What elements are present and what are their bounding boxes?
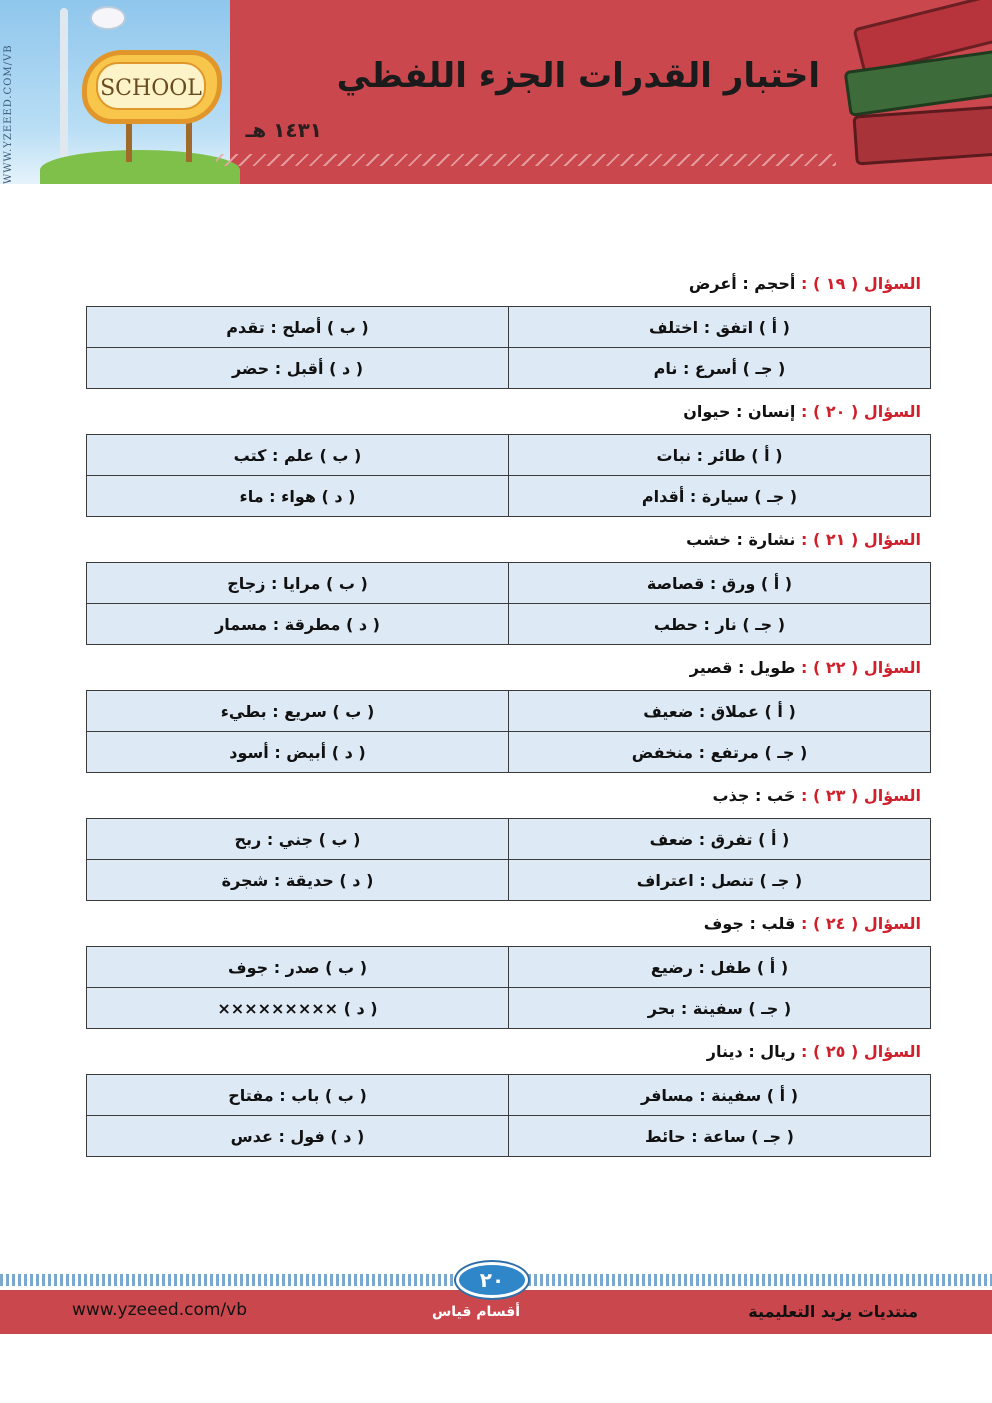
options-table [86, 562, 931, 645]
question-title [86, 652, 931, 690]
options-table [86, 1074, 931, 1157]
page-title: اختبار القدرات الجزء اللفظي [336, 56, 820, 96]
options-row [87, 691, 931, 732]
answer-option[interactable]: ( أ ) ورق : قصاصة [509, 563, 931, 604]
answer-option[interactable]: ( أ ) تفرق : ضعف [509, 819, 931, 860]
question-block [86, 652, 931, 780]
answer-option[interactable]: ( د ) مطرقة : مسمار [87, 604, 509, 645]
page-number: ٢٠ [456, 1262, 528, 1298]
lamp-post-graphic [60, 8, 68, 158]
question-block [86, 908, 931, 1036]
answer-option[interactable]: ( د ) ××××××××× [87, 988, 509, 1029]
question-stem: طويل : قصير [689, 658, 796, 677]
options-table [86, 690, 931, 773]
question-number: السؤال ( ٢٣ ) : [800, 786, 921, 805]
options-table [86, 434, 931, 517]
question-block [86, 396, 931, 524]
school-sign-logo [82, 50, 222, 130]
answer-option[interactable]: ( ب ) جني : ربح [87, 819, 509, 860]
hijri-year: ١٤٣١ هـ [245, 118, 322, 142]
options-row [87, 1075, 931, 1116]
question-block [86, 1036, 931, 1157]
answer-option[interactable]: ( جـ ) ساعة : حائط [509, 1116, 931, 1157]
options-table [86, 946, 931, 1029]
answer-option[interactable]: ( جـ ) سفينة : بحر [509, 988, 931, 1029]
answer-option[interactable]: ( ب ) سريع : بطيء [87, 691, 509, 732]
answer-option[interactable]: ( د ) هواء : ماء [87, 476, 509, 517]
answer-option[interactable]: ( جـ ) تنصل : اعتراف [509, 860, 931, 901]
question-title [86, 908, 931, 946]
answer-option[interactable]: ( د ) فول : عدس [87, 1116, 509, 1157]
options-table [86, 818, 931, 901]
question-number: السؤال ( ٢٤ ) : [800, 914, 921, 933]
question-title [86, 524, 931, 562]
header-banner [0, 0, 992, 184]
question-stem: حَب : جذب [712, 786, 796, 805]
question-stem: إنسان : حيوان [683, 402, 796, 421]
options-row [87, 947, 931, 988]
lamp-graphic [90, 6, 126, 30]
question-stem: ريال : دينار [706, 1042, 796, 1061]
books-graphic [836, 0, 992, 184]
question-title [86, 780, 931, 818]
question-number: السؤال ( ٢١ ) : [800, 530, 921, 549]
questions-section [86, 268, 931, 1157]
options-table [86, 306, 931, 389]
grass-graphic [40, 150, 240, 184]
question-stem: أحجم : أعرض [688, 274, 796, 293]
decorative-border [216, 154, 836, 166]
answer-option[interactable]: ( ب ) أصلح : تقدم [87, 307, 509, 348]
answer-option[interactable]: ( جـ ) نار : حطب [509, 604, 931, 645]
answer-option[interactable]: ( أ ) سفينة : مسافر [509, 1075, 931, 1116]
answer-option[interactable]: ( ب ) علم : كتب [87, 435, 509, 476]
answer-option[interactable]: ( جـ ) سيارة : أقدام [509, 476, 931, 517]
question-number: السؤال ( ٢٢ ) : [800, 658, 921, 677]
answer-option[interactable]: ( جـ ) مرتفع : منخفض [509, 732, 931, 773]
question-number: السؤال ( ١٩ ) : [800, 274, 921, 293]
side-url: WWW.YZEEED.COM/VB [3, 44, 14, 184]
options-row [87, 307, 931, 348]
question-block [86, 268, 931, 396]
options-row [87, 476, 931, 517]
question-title [86, 396, 931, 434]
footer-forum-name: منتديات يزيد التعليمية [748, 1302, 918, 1321]
answer-option[interactable]: ( د ) أقبل : حضر [87, 348, 509, 389]
options-row [87, 435, 931, 476]
answer-option[interactable]: ( د ) حديقة : شجرة [87, 860, 509, 901]
options-row [87, 819, 931, 860]
answer-option[interactable]: ( ب ) باب : مفتاح [87, 1075, 509, 1116]
footer-section-name: أقسام قياس [431, 1304, 521, 1320]
options-row [87, 604, 931, 645]
question-block [86, 780, 931, 908]
question-number: السؤال ( ٢٥ ) : [800, 1042, 921, 1061]
answer-option[interactable]: ( أ ) طائر : نبات [509, 435, 931, 476]
answer-option[interactable]: ( أ ) عملاق : ضعيف [509, 691, 931, 732]
question-number: السؤال ( ٢٠ ) : [800, 402, 921, 421]
options-row [87, 1116, 931, 1157]
question-stem: قلب : جوف [703, 914, 796, 933]
answer-option[interactable]: ( ب ) مرايا : زجاج [87, 563, 509, 604]
options-row [87, 732, 931, 773]
answer-option[interactable]: ( ب ) صدر : جوف [87, 947, 509, 988]
question-block [86, 524, 931, 652]
answer-option[interactable]: ( د ) أبيض : أسود [87, 732, 509, 773]
answer-option[interactable]: ( جـ ) أسرع : نام [509, 348, 931, 389]
answer-option[interactable]: ( أ ) اتفق : اختلف [509, 307, 931, 348]
answer-option[interactable]: ( أ ) طفل : رضيع [509, 947, 931, 988]
options-row [87, 348, 931, 389]
question-title [86, 268, 931, 306]
footer-url: www.yzeeed.com/vb [72, 1300, 247, 1320]
options-row [87, 988, 931, 1029]
school-sign-text: SCHOOL [100, 76, 202, 101]
question-title [86, 1036, 931, 1074]
question-stem: نشارة : خشب [686, 530, 796, 549]
options-row [87, 860, 931, 901]
options-row [87, 563, 931, 604]
